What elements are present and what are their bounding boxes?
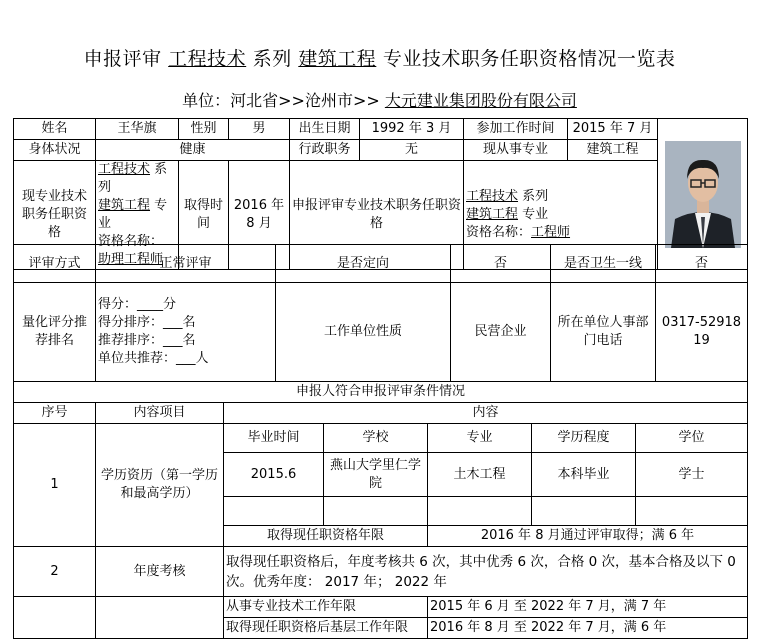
unit-name: 大元建业集团股份有限公司 [384, 91, 577, 110]
hr-phone-value: 0317-5291819 [656, 283, 748, 382]
current-qual-label: 现专业技术职务任职资格 [14, 161, 96, 270]
edu-empty-5 [636, 497, 748, 526]
apply-name: 工程师 [531, 225, 571, 240]
edu-major: 土木工程 [428, 453, 532, 497]
annual-no: 2 [14, 547, 96, 597]
unit-total-line: 单位共推荐：___人 [98, 351, 209, 366]
years-no [14, 597, 96, 639]
edu-header-level: 学历程度 [532, 424, 636, 453]
gender-value: 男 [229, 119, 290, 140]
health-line-value: 否 [656, 245, 748, 283]
apply-major: 建筑工程 [466, 207, 519, 222]
ranking-details [96, 283, 276, 382]
recommend-rank-line: 推荐排序：___名 [98, 333, 196, 348]
annual-item: 年度考核 [96, 547, 224, 597]
apply-major-suffix: 专业 [522, 207, 549, 222]
health-line-label: 是否卫生一线 [551, 245, 656, 283]
qual-major: 建筑工程 [98, 198, 151, 213]
page-title [0, 44, 759, 71]
qual-name-label: 资格名称： [98, 234, 164, 249]
applicant-photo [665, 141, 741, 248]
qual-years-value: 2016 年 8 月通过评审取得；满 6 年 [428, 526, 748, 547]
method-value: 正常评审 [96, 245, 276, 283]
unit-line [0, 88, 759, 111]
annual-text: 取得现任职资格后，年度考核共 6 次，其中优秀 6 次，合格 0 次，基本合格及以下 0 次。优秀年度： 2017 年； 2022 年 [224, 547, 748, 597]
conditions-table [13, 381, 748, 639]
qual-series-suffix: 系列 [98, 162, 168, 195]
years-label-1: 取得现任职资格后基层工作年限 [224, 618, 428, 639]
edu-empty-1 [224, 497, 324, 526]
edu-header-major: 专业 [428, 424, 532, 453]
current-major-label: 现从事专业 [464, 140, 568, 161]
admin-label: 行政职务 [290, 140, 360, 161]
edu-header-degree: 学位 [636, 424, 748, 453]
apply-series-suffix: 系列 [522, 189, 549, 204]
work-start-label: 参加工作时间 [464, 119, 568, 140]
method-label: 评审方式 [14, 245, 96, 283]
edu-grad-time: 2015.6 [224, 453, 324, 497]
review-table [13, 244, 748, 382]
directed-label: 是否定向 [276, 245, 451, 283]
work-unit-label: 工作单位性质 [276, 283, 451, 382]
edu-level: 本科毕业 [532, 453, 636, 497]
edu-degree: 学士 [636, 453, 748, 497]
title-series: 工程技术 [168, 48, 247, 70]
edu-empty-2 [324, 497, 428, 526]
edu-empty-4 [532, 497, 636, 526]
name-label: 姓名 [14, 119, 96, 140]
col-content: 内容 [224, 403, 748, 424]
obtain-time: 2016 年 8 月 [229, 161, 290, 270]
edu-school: 燕山大学里仁学院 [324, 453, 428, 497]
edu-header-school: 学校 [324, 424, 428, 453]
qual-series: 工程技术 [98, 162, 151, 177]
directed-value: 否 [451, 245, 551, 283]
conditions-title: 申报人符合申报评审条件情况 [14, 382, 748, 403]
title-major: 建筑工程 [298, 48, 377, 70]
years-value-0: 2015 年 6 月 至 2022 年 7 月，满 7 年 [428, 597, 748, 618]
unit-label: 单位：河北省>>沧州市>> [182, 91, 380, 110]
hr-phone-label: 所在单位人事部门电话 [551, 283, 656, 382]
edu-empty-3 [428, 497, 532, 526]
edu-no: 1 [14, 424, 96, 547]
col-item: 内容项目 [96, 403, 224, 424]
birth-value: 1992 年 3 月 [360, 119, 464, 140]
health-value: 健康 [96, 140, 290, 161]
title-series-suffix: 系列 [252, 48, 292, 70]
edu-header-grad-time: 毕业时间 [224, 424, 324, 453]
name-value: 王华旗 [96, 119, 179, 140]
admin-value: 无 [360, 140, 464, 161]
years-item [96, 597, 224, 639]
col-no: 序号 [14, 403, 96, 424]
years-label-0: 从事专业技术工作年限 [224, 597, 428, 618]
qual-years-label: 取得现任职资格年限 [224, 526, 428, 547]
apply-name-label: 资格名称： [466, 225, 532, 240]
edu-item: 学历资历（第一学历和最高学历） [96, 424, 224, 547]
current-major-value: 建筑工程 [568, 140, 658, 161]
apply-series: 工程技术 [466, 189, 519, 204]
qual-major-suffix: 专业 [98, 198, 168, 231]
score-rank-line: 得分排序：___名 [98, 315, 196, 330]
gender-label: 性别 [179, 119, 229, 140]
obtain-label: 取得时间 [179, 161, 229, 270]
title-rest: 专业技术职务任职资格情况一览表 [382, 48, 676, 70]
birth-label: 出生日期 [290, 119, 360, 140]
years-value-1: 2016 年 8 月 至 2022 年 7 月，满 6 年 [428, 618, 748, 639]
work-start-value: 2015 年 7 月 [568, 119, 658, 140]
qual-name: 助理工程师 [98, 252, 164, 267]
title-prefix: 申报评审 [83, 48, 162, 70]
health-label: 身体状况 [14, 140, 96, 161]
work-unit-value: 民营企业 [451, 283, 551, 382]
score-line: 得分：____分 [98, 297, 177, 312]
apply-label: 申报评审专业技术职务任职资格 [290, 161, 464, 270]
ranking-label: 量化评分推荐排名 [14, 283, 96, 382]
